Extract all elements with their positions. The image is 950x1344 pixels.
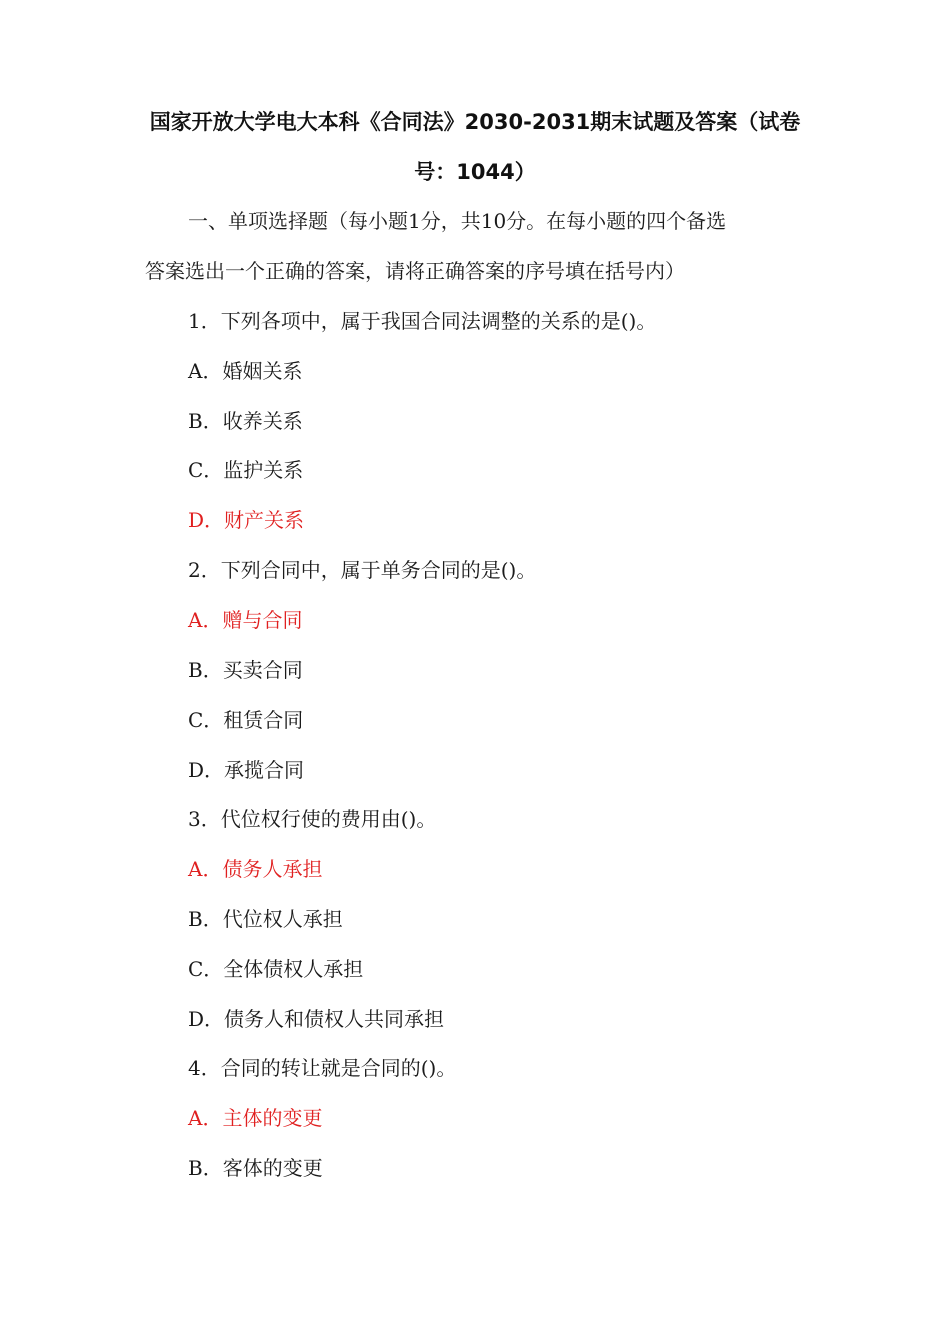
question-2-option-c: C．租赁合同 xyxy=(188,708,304,732)
question-4-option-b: B．客体的变更 xyxy=(188,1156,323,1180)
question-4-stem: 4．合同的转让就是合同的()。 xyxy=(188,1056,457,1080)
question-2-option-d: D．承揽合同 xyxy=(188,758,305,782)
question-4-option-a-answer: A．主体的变更 xyxy=(188,1106,323,1130)
question-3-option-b: B．代位权人承担 xyxy=(188,907,343,931)
question-2-stem: 2．下列合同中，属于单务合同的是()。 xyxy=(188,558,537,582)
question-3-stem: 3．代位权行使的费用由()。 xyxy=(188,807,437,831)
question-1-stem: 1．下列各项中，属于我国合同法调整的关系的是()。 xyxy=(188,309,657,333)
question-3-option-d: D．债务人和债权人共同承担 xyxy=(188,1007,445,1031)
question-2-option-a-answer: A．赠与合同 xyxy=(188,608,303,632)
question-2-option-b: B．买卖合同 xyxy=(188,658,303,682)
question-1-option-a: A．婚姻关系 xyxy=(188,359,303,383)
section-heading-line-2: 答案选出一个正确的答案，请将正确答案的序号填在括号内） xyxy=(145,259,685,283)
question-1-option-d-answer: D．财产关系 xyxy=(188,508,305,532)
section-heading-line-1: 一、单项选择题（每小题1分，共10分。在每小题的四个备选 xyxy=(188,209,727,233)
question-1-option-b: B．收养关系 xyxy=(188,409,303,433)
document-title-line-1: 国家开放大学电大本科《合同法》2030-2031期末试题及答案（试卷 xyxy=(149,110,801,134)
question-3-option-a-answer: A．债务人承担 xyxy=(188,857,323,881)
question-3-option-c: C．全体债权人承担 xyxy=(188,957,364,981)
document-title-line-2: 号：1044） xyxy=(414,160,536,184)
question-1-option-c: C．监护关系 xyxy=(188,458,304,482)
